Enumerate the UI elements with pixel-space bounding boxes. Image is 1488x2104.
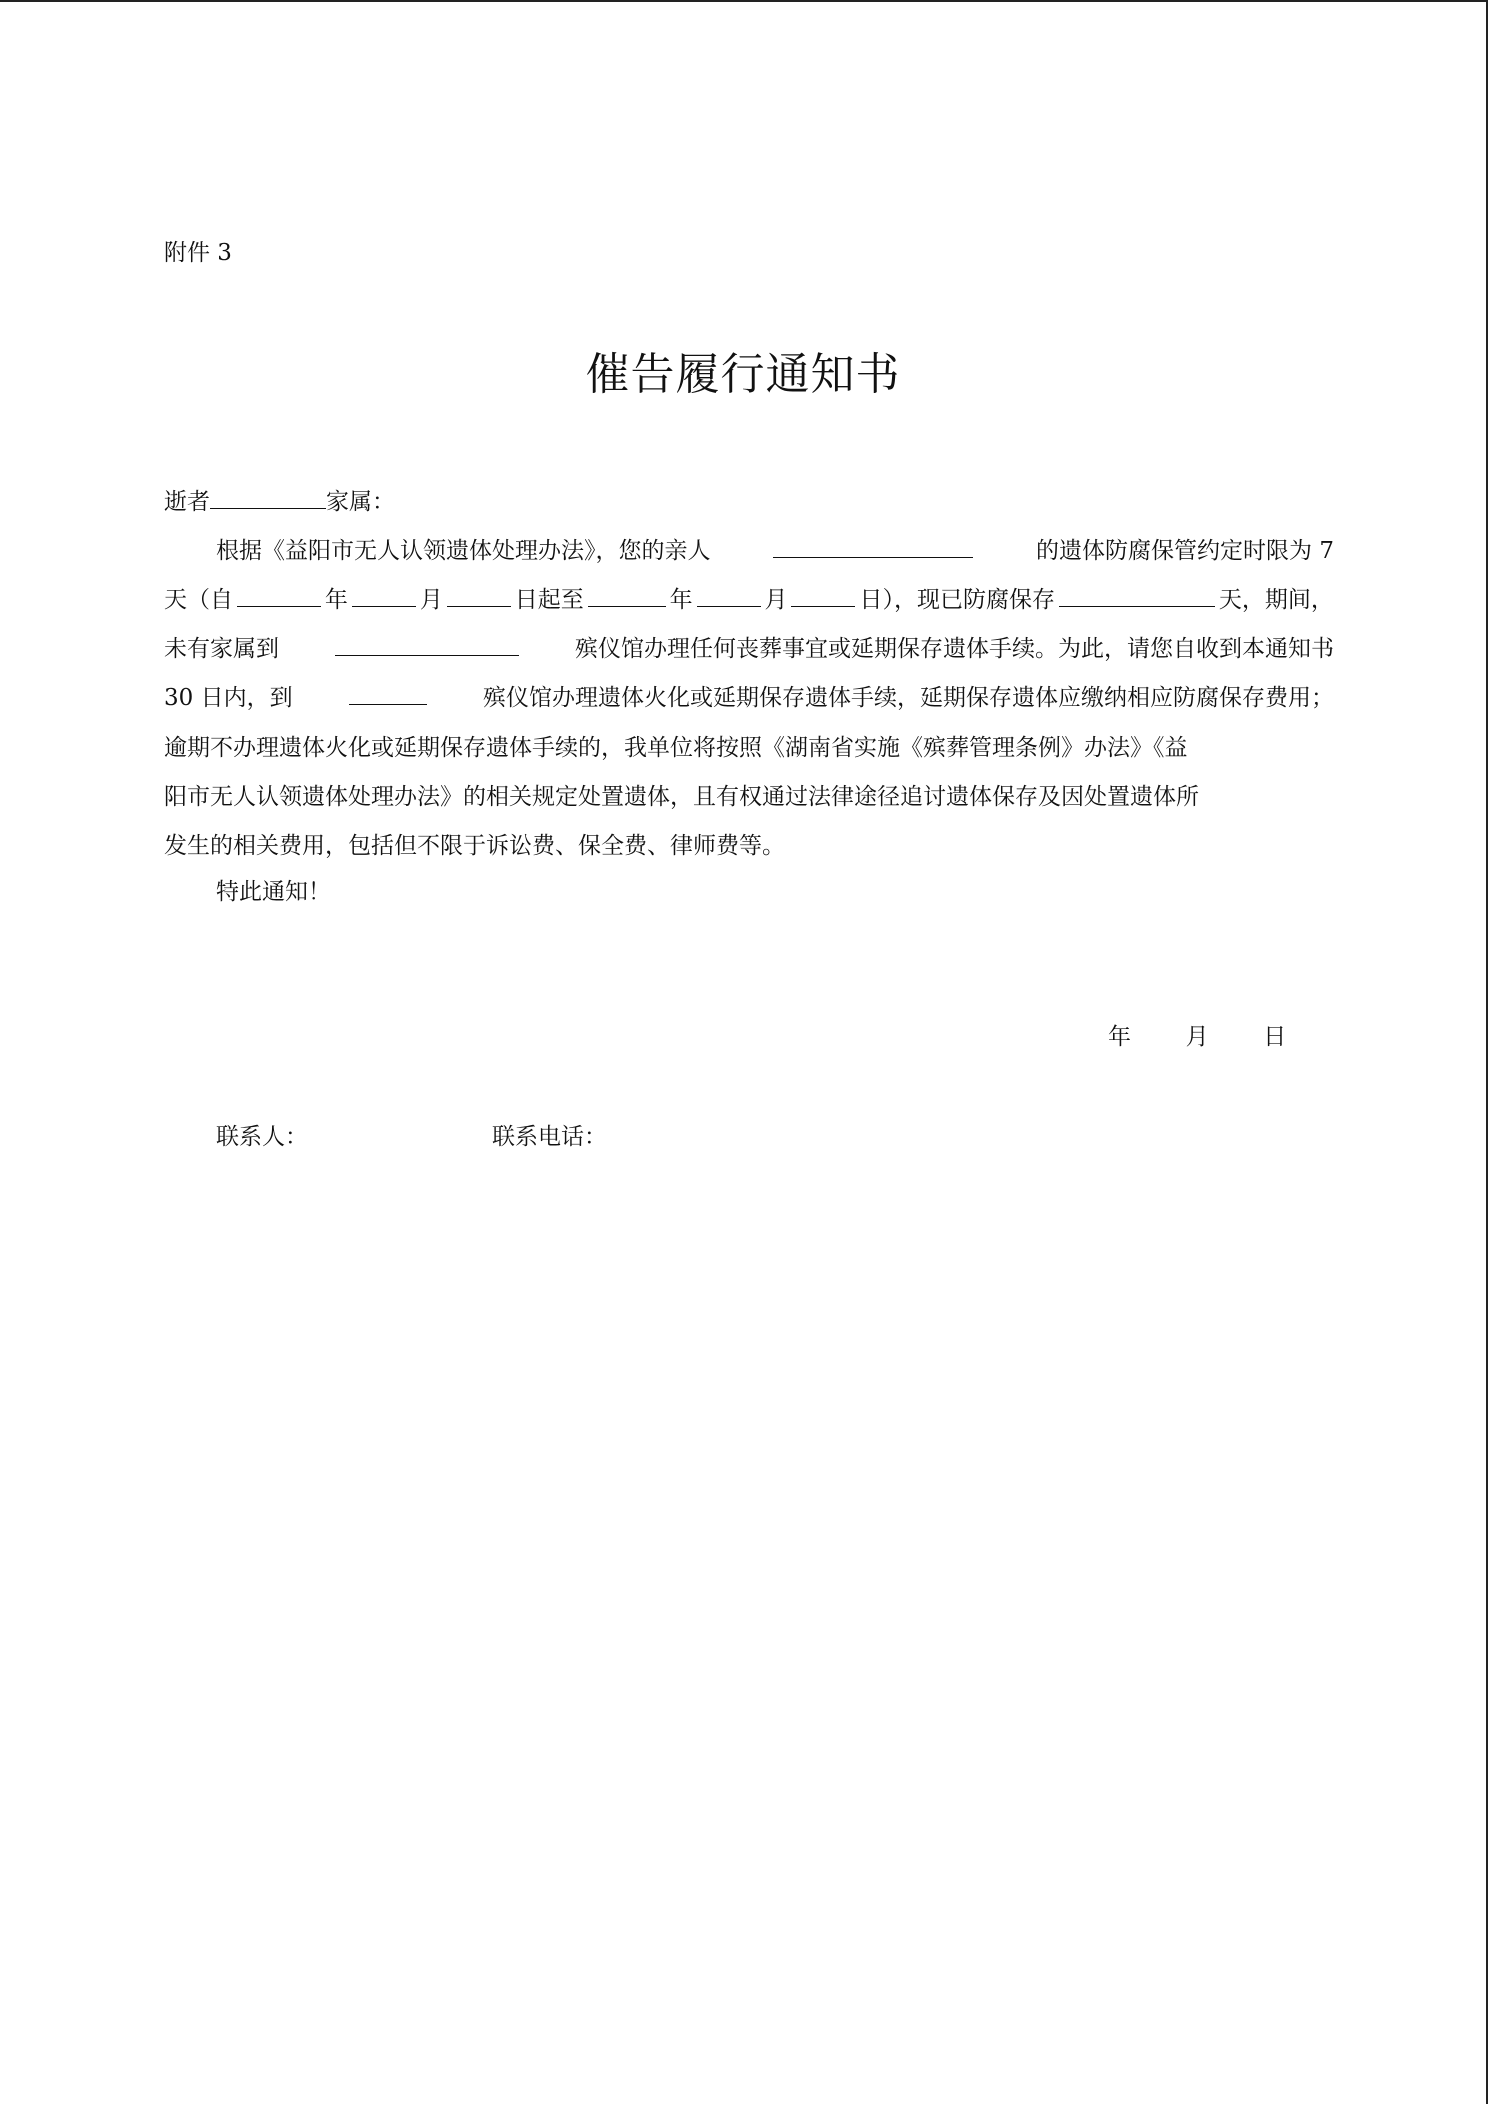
end-month-blank bbox=[697, 576, 761, 607]
start-month-blank bbox=[352, 576, 416, 607]
text-segment: 年 bbox=[324, 587, 348, 613]
text-segment: 日起至 bbox=[514, 587, 584, 613]
text-segment: 天（自 bbox=[164, 587, 233, 613]
salutation-prefix: 逝者 bbox=[164, 489, 210, 515]
text-segment: 月 bbox=[419, 587, 443, 613]
text-segment: 年 bbox=[669, 587, 693, 613]
signature-date bbox=[1108, 1013, 1286, 1061]
paragraph-line-4 bbox=[164, 674, 1334, 722]
salutation bbox=[164, 478, 1334, 526]
text-segment: 逾期不办理遗体火化或延期保存遗体手续的，我单位将按照《湖南省实施《殡葬管理条例》办法》《益 bbox=[164, 735, 1188, 761]
end-day-blank bbox=[791, 576, 855, 607]
date-year-label: 年 bbox=[1108, 1024, 1131, 1050]
text-segment: 30 日内，到 bbox=[164, 685, 293, 711]
text-segment: 殡仪馆办理任何丧葬事宜或延期保存遗体手续。为此，请您自收到本通知书 bbox=[575, 636, 1334, 662]
closing-line bbox=[216, 868, 1334, 916]
date-month-label: 月 bbox=[1185, 1024, 1209, 1050]
paragraph-line-5 bbox=[164, 724, 1334, 772]
date-day-label: 日 bbox=[1263, 1024, 1287, 1050]
attachment-label: 附件 3 bbox=[164, 240, 232, 266]
paragraph-line-2 bbox=[164, 576, 1334, 624]
text-segment: 月 bbox=[764, 587, 788, 613]
paragraph-line-6 bbox=[164, 773, 1334, 821]
document-title: 催告履行通知书 bbox=[585, 349, 901, 400]
paragraph-line-1 bbox=[216, 527, 1334, 575]
funeral-home-blank-2 bbox=[349, 674, 427, 705]
text-segment: 根据《益阳市无人认领遗体处理办法》，您的亲人 bbox=[216, 538, 711, 564]
days-preserved-blank bbox=[1059, 576, 1215, 607]
salutation-suffix: 家属： bbox=[326, 489, 395, 515]
closing-text: 特此通知！ bbox=[216, 879, 331, 905]
contact-phone-label: 联系电话： bbox=[492, 1124, 607, 1150]
text-segment: 阳市无人认领遗体处理办法》的相关规定处置遗体，且有权通过法律途径追讨遗体保存及因处置遗体所 bbox=[164, 784, 1199, 810]
text-segment: 的遗体防腐保管约定时限为 7 bbox=[1036, 538, 1334, 564]
paragraph-line-3 bbox=[164, 625, 1334, 673]
text-segment: 未有家属到 bbox=[164, 636, 279, 662]
text-segment: 日），现已防腐保存 bbox=[859, 587, 1055, 613]
contact-person-label: 联系人： bbox=[216, 1124, 308, 1150]
funeral-home-blank bbox=[335, 625, 519, 656]
deceased-name-blank bbox=[210, 478, 326, 509]
text-segment: 发生的相关费用，包括但不限于诉讼费、保全费、律师费等。 bbox=[164, 833, 785, 859]
relative-name-blank bbox=[773, 527, 973, 558]
text-segment: 天，期间， bbox=[1218, 587, 1334, 613]
start-day-blank bbox=[447, 576, 511, 607]
end-year-blank bbox=[588, 576, 666, 607]
text-segment: 殡仪馆办理遗体火化或延期保存遗体手续，延期保存遗体应缴纳相应防腐保存费用； bbox=[482, 685, 1334, 711]
paragraph-line-7 bbox=[164, 822, 1334, 870]
start-year-blank bbox=[237, 576, 321, 607]
